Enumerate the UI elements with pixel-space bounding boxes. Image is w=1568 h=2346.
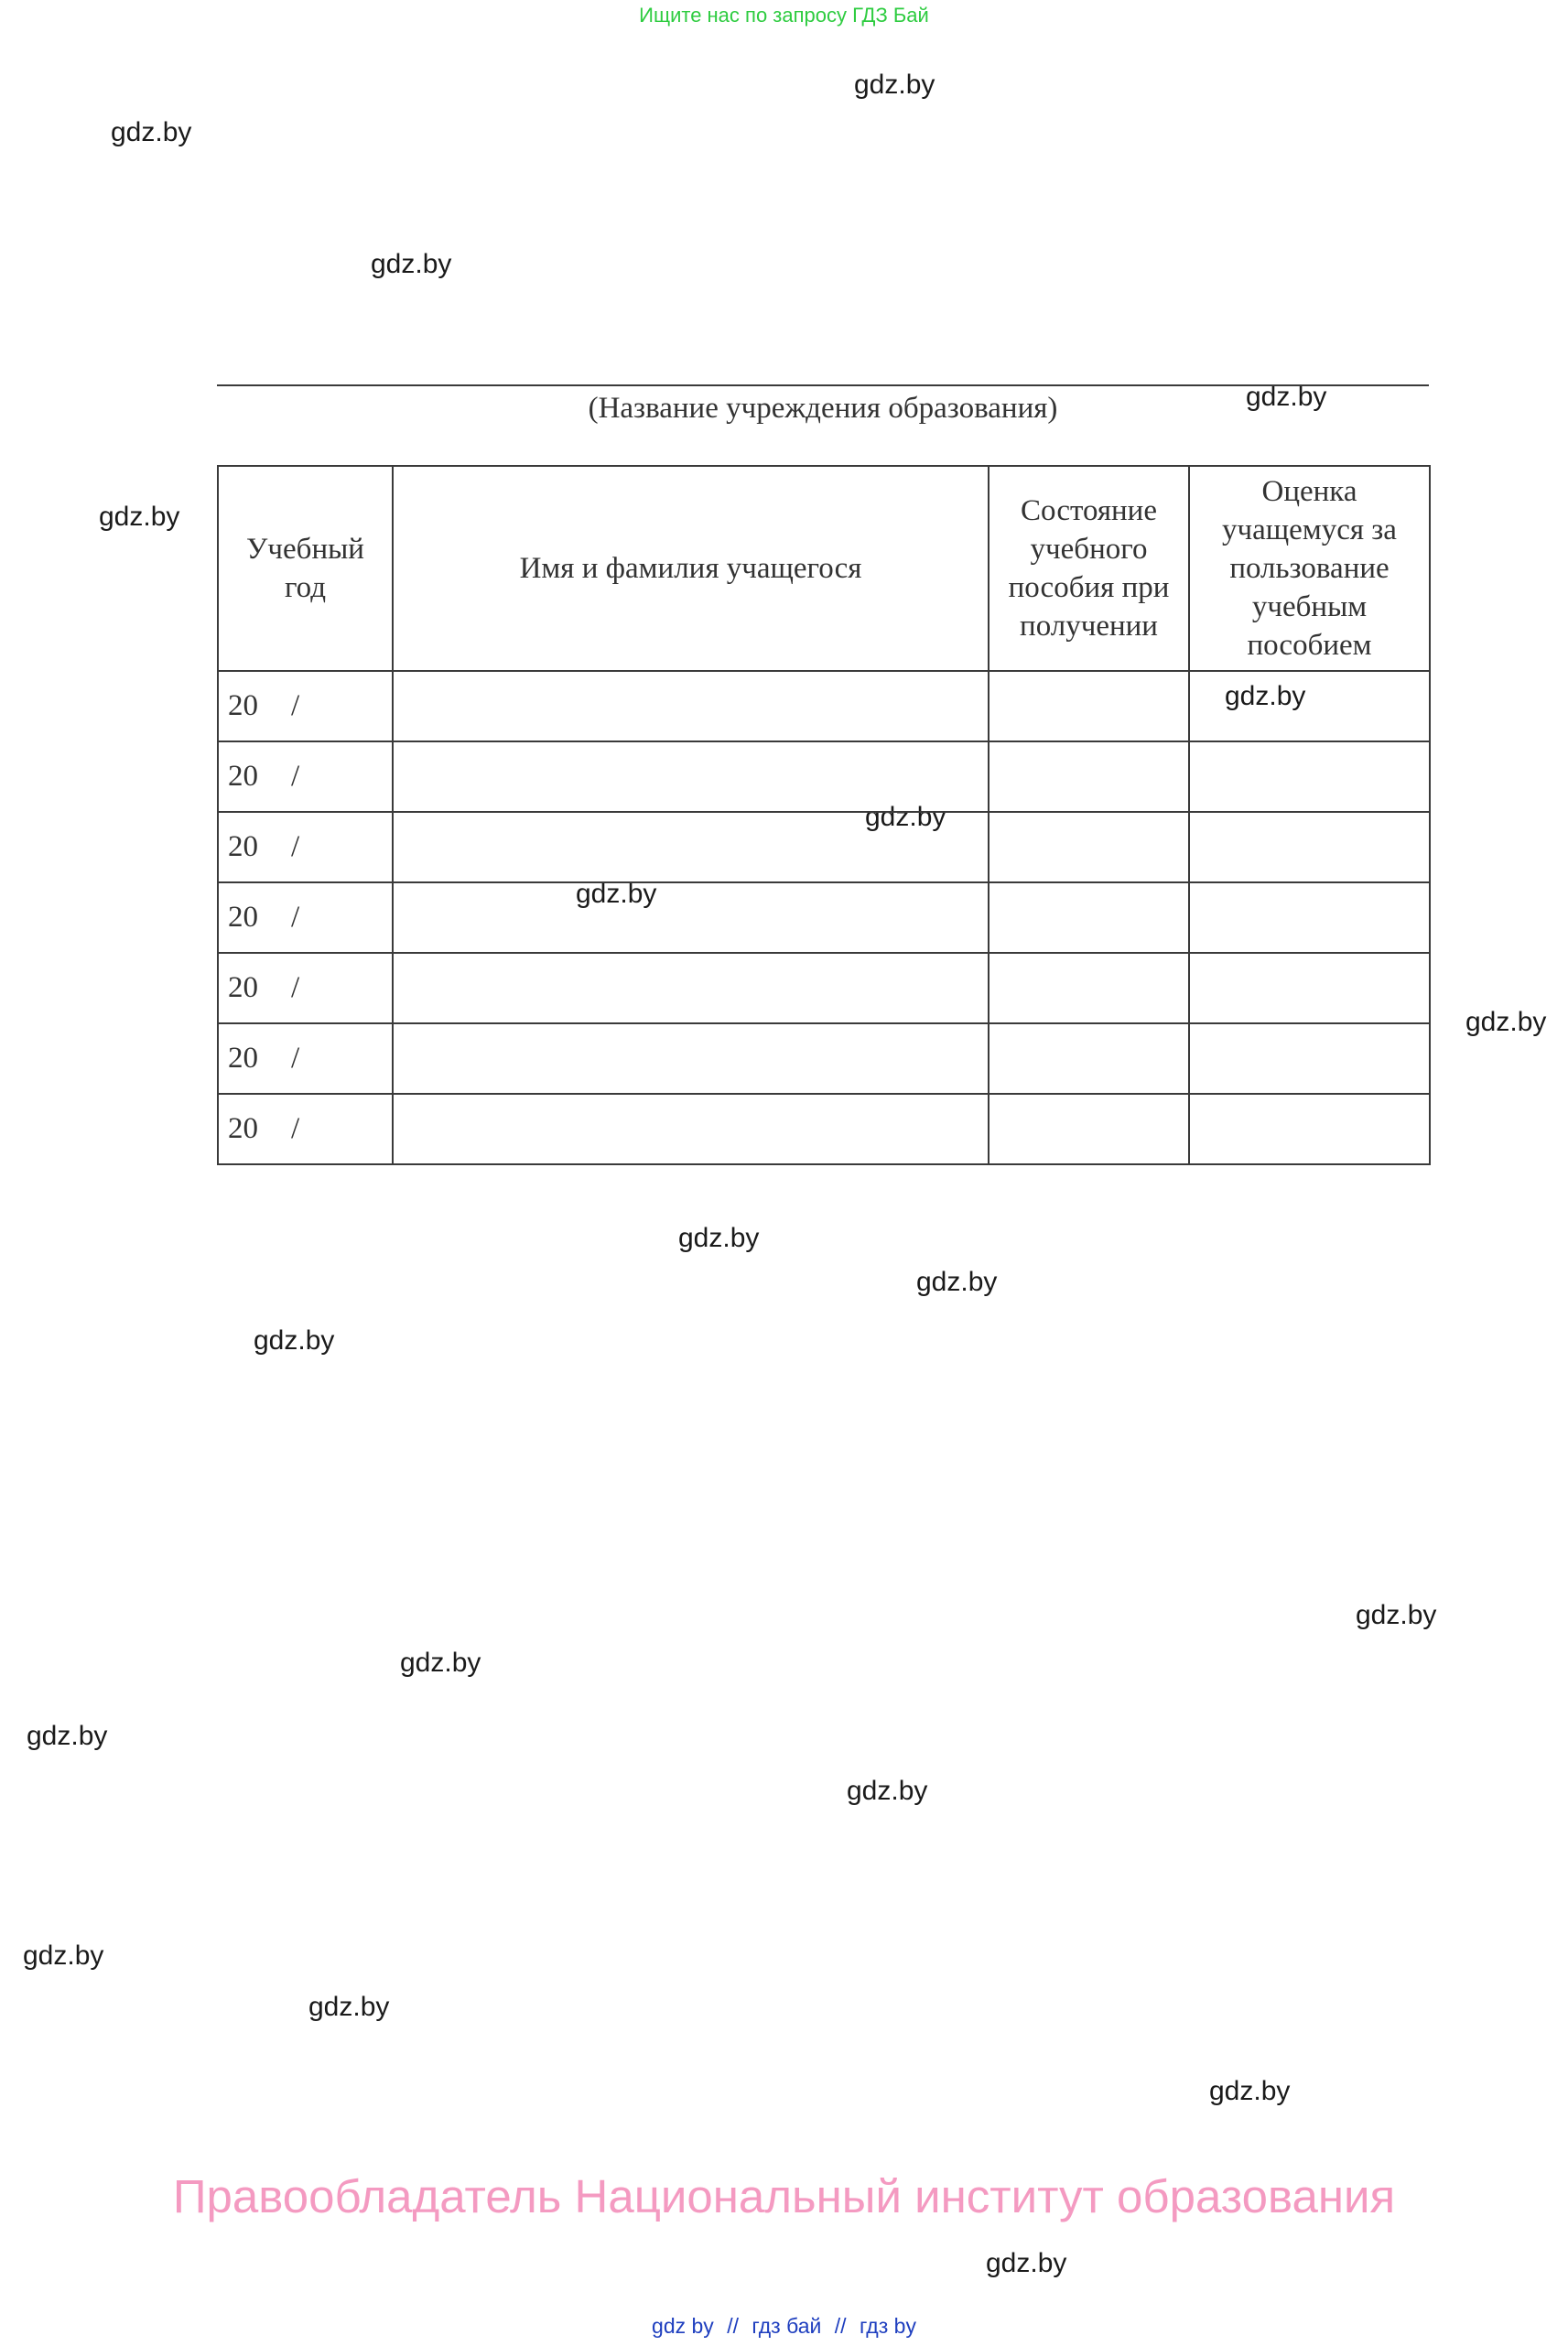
watermark: gdz.by (254, 1325, 335, 1356)
watermark: gdz.by (865, 802, 946, 832)
year-prefix: 20 (228, 901, 258, 934)
watermark: gdz.by (23, 1941, 104, 1971)
year-prefix: 20 (228, 760, 258, 793)
grade-cell (1189, 741, 1430, 812)
institution-name-line (217, 384, 1429, 386)
student-name-cell (393, 812, 989, 882)
watermark: gdz.by (1209, 2076, 1291, 2106)
footer-link-gdz-by[interactable]: gdz by (652, 2314, 714, 2338)
watermark: gdz.by (916, 1267, 998, 1297)
grade-cell (1189, 812, 1430, 882)
table-row (218, 1023, 1430, 1094)
condition-cell (989, 1023, 1189, 1094)
year-prefix: 20 (228, 971, 258, 1004)
watermark: gdz.by (576, 879, 657, 909)
rights-holder-notice: Правообладатель Национальный институт образования (172, 2170, 1396, 2222)
year-slash: / (291, 1042, 300, 1075)
watermark: gdz.by (1465, 1007, 1547, 1037)
grade-cell (1189, 671, 1430, 741)
year-cell (218, 1023, 393, 1094)
year-cell (218, 882, 393, 953)
table-header-row (218, 466, 1430, 671)
year-slash: / (291, 901, 300, 934)
watermark: gdz.by (308, 1992, 390, 2022)
table-row (218, 953, 1430, 1023)
table-row (218, 671, 1430, 741)
header-student-grade: Оценка учащемуся за пользование учебным пособием (1189, 466, 1430, 671)
footer-links (0, 2314, 1568, 2339)
year-prefix: 20 (228, 1112, 258, 1145)
watermark: gdz.by (1356, 1600, 1437, 1630)
watermark: gdz.by (678, 1223, 760, 1253)
condition-cell (989, 741, 1189, 812)
footer-separator: // (727, 2314, 739, 2338)
condition-cell (989, 812, 1189, 882)
year-slash: / (291, 1112, 300, 1145)
student-name-cell (393, 953, 989, 1023)
table-row (218, 812, 1430, 882)
top-search-banner: Ищите нас по запросу ГДЗ Бай (639, 4, 929, 27)
watermark: gdz.by (27, 1721, 108, 1751)
watermark: gdz.by (854, 70, 935, 100)
student-name-cell (393, 882, 989, 953)
year-prefix: 20 (228, 1042, 258, 1075)
header-condition-received: Состояние учебного пособия при получении (989, 466, 1189, 671)
year-prefix: 20 (228, 689, 258, 722)
year-cell (218, 741, 393, 812)
student-name-cell (393, 671, 989, 741)
year-prefix: 20 (228, 830, 258, 863)
watermark: gdz.by (111, 117, 192, 147)
watermark: gdz.by (986, 2248, 1067, 2278)
table-row (218, 1094, 1430, 1164)
condition-cell (989, 671, 1189, 741)
watermark: gdz.by (1246, 382, 1327, 412)
year-cell (218, 953, 393, 1023)
header-school-year: Учебный год (218, 466, 393, 671)
watermark: gdz.by (847, 1776, 928, 1806)
grade-cell (1189, 882, 1430, 953)
table-row (218, 882, 1430, 953)
grade-cell (1189, 1023, 1430, 1094)
table-row (218, 741, 1430, 812)
year-slash: / (291, 971, 300, 1004)
watermark: gdz.by (1225, 681, 1306, 711)
condition-cell (989, 882, 1189, 953)
footer-link-gdz-bai[interactable]: гдз бай (752, 2314, 822, 2338)
institution-caption: (Название учреждения образования) (588, 392, 1058, 425)
textbook-usage-table (217, 465, 1431, 1165)
student-name-cell (393, 741, 989, 812)
year-slash: / (291, 830, 300, 863)
footer-link-gdz-by-2[interactable]: гдз by (859, 2314, 916, 2338)
student-name-cell (393, 1023, 989, 1094)
year-slash: / (291, 689, 300, 722)
grade-cell (1189, 953, 1430, 1023)
year-cell (218, 812, 393, 882)
condition-cell (989, 953, 1189, 1023)
watermark: gdz.by (400, 1648, 481, 1678)
watermark: gdz.by (371, 249, 452, 279)
condition-cell (989, 1094, 1189, 1164)
header-student-name: Имя и фамилия учащегося (393, 466, 989, 671)
year-cell (218, 671, 393, 741)
grade-cell (1189, 1094, 1430, 1164)
watermark: gdz.by (99, 502, 180, 532)
year-slash: / (291, 760, 300, 793)
footer-separator: // (834, 2314, 847, 2338)
student-name-cell (393, 1094, 989, 1164)
year-cell (218, 1094, 393, 1164)
